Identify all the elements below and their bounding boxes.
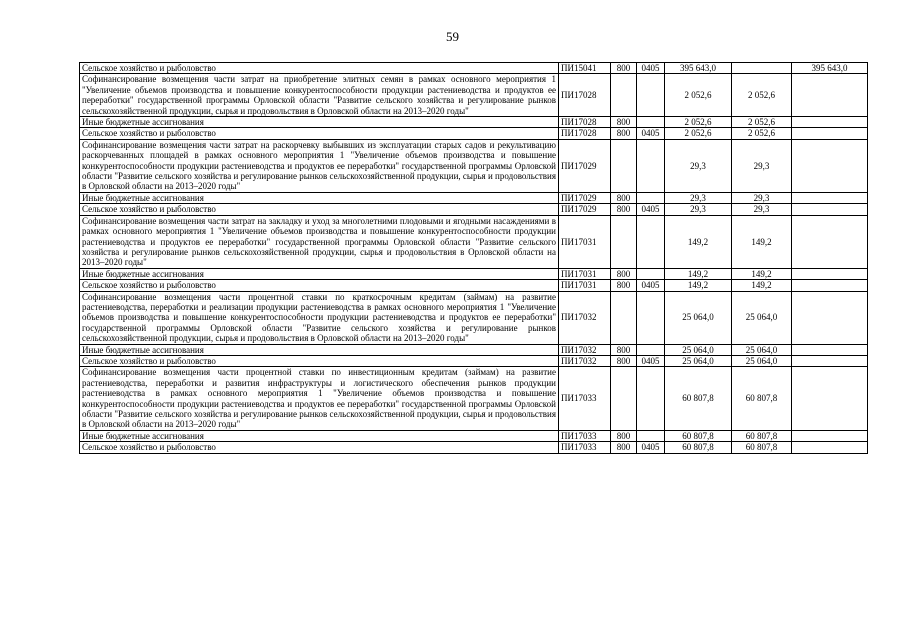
row-amount-1-cell: 60 807,8 xyxy=(665,442,732,453)
row-expense-type-cell xyxy=(611,215,637,268)
row-amount-2-cell: 25 064,0 xyxy=(732,355,792,366)
table-row xyxy=(80,139,868,192)
row-code-cell: ПИ17028 xyxy=(559,128,611,139)
row-expense-type-cell xyxy=(611,74,637,117)
row-name-cell: Сельское хозяйство и рыболовство xyxy=(80,355,559,366)
row-amount-2-cell: 149,2 xyxy=(732,268,792,279)
row-name-cell: Иные бюджетные ассигнования xyxy=(80,344,559,355)
row-section-cell: 0405 xyxy=(637,442,665,453)
row-code-cell: ПИ17032 xyxy=(559,355,611,366)
row-section-cell xyxy=(637,74,665,117)
row-expense-type-cell: 800 xyxy=(611,268,637,279)
row-code-cell: ПИ17029 xyxy=(559,192,611,203)
row-expense-type-cell: 800 xyxy=(611,344,637,355)
table-row xyxy=(80,367,868,430)
row-section-cell xyxy=(637,430,665,441)
row-code-cell: ПИ17031 xyxy=(559,280,611,291)
row-amount-3-cell xyxy=(792,74,868,117)
row-amount-3-cell xyxy=(792,139,868,192)
row-expense-type-cell: 800 xyxy=(611,355,637,366)
row-expense-type-cell: 800 xyxy=(611,192,637,203)
budget-table xyxy=(79,62,868,454)
row-amount-1-cell: 29,3 xyxy=(665,192,732,203)
row-name-cell: Софинансирование возмещения части процентной ставки по инвестиционным кредитам (займам) на развитие растениеводства, переработки и развития инфраструктуры и логистического обеспечения рынков продукции растениеводства в рамках основного мероприятия 1 "Увеличение объемов производства и повышение конкурентоспособности продукции растениеводства и продуктов ее переработки" государственной программы Орловской области "Развитие сельского хозяйства и регулирование рынков сельскохозяйственной продукции, сырья и продовольствия в Орловской области на 2013–2020 годы" xyxy=(80,367,559,430)
row-code-cell: ПИ17029 xyxy=(559,139,611,192)
row-section-cell xyxy=(637,268,665,279)
row-amount-3-cell xyxy=(792,344,868,355)
row-amount-2-cell: 29,3 xyxy=(732,192,792,203)
row-amount-3-cell xyxy=(792,430,868,441)
table-row xyxy=(80,192,868,203)
row-expense-type-cell: 800 xyxy=(611,63,637,74)
row-section-cell xyxy=(637,139,665,192)
row-section-cell: 0405 xyxy=(637,128,665,139)
row-amount-2-cell: 29,3 xyxy=(732,139,792,192)
row-section-cell xyxy=(637,344,665,355)
row-name-cell: Сельское хозяйство и рыболовство xyxy=(80,63,559,74)
table-row xyxy=(80,280,868,291)
row-amount-1-cell: 149,2 xyxy=(665,280,732,291)
row-name-cell: Иные бюджетные ассигнования xyxy=(80,192,559,203)
row-code-cell: ПИ17032 xyxy=(559,344,611,355)
table-row xyxy=(80,442,868,453)
row-amount-1-cell: 60 807,8 xyxy=(665,367,732,430)
row-amount-1-cell: 2 052,6 xyxy=(665,74,732,117)
row-code-cell: ПИ17033 xyxy=(559,442,611,453)
table-row xyxy=(80,344,868,355)
row-code-cell: ПИ15041 xyxy=(559,63,611,74)
table-row xyxy=(80,268,868,279)
row-section-cell: 0405 xyxy=(637,63,665,74)
row-code-cell: ПИ17029 xyxy=(559,204,611,215)
row-amount-2-cell: 25 064,0 xyxy=(732,291,792,344)
row-name-cell: Софинансирование возмещения части затрат на приобретение элитных семян в рамках основного мероприятия 1 "Увеличение объемов производства и повышение конкурентоспособности продукции растениеводства и продуктов ее переработки" государственной программы Орловской области "Развитие сельского хозяйства и регулирование рынков сельскохозяйственной продукции, сырья и продовольствия в Орловской области на 2013–2020 годы" xyxy=(80,74,559,117)
row-amount-1-cell: 149,2 xyxy=(665,215,732,268)
row-amount-3-cell xyxy=(792,268,868,279)
table-row xyxy=(80,74,868,117)
table-row xyxy=(80,117,868,128)
row-expense-type-cell xyxy=(611,367,637,430)
row-amount-3-cell xyxy=(792,280,868,291)
row-amount-1-cell: 2 052,6 xyxy=(665,128,732,139)
row-amount-2-cell: 25 064,0 xyxy=(732,344,792,355)
row-section-cell xyxy=(637,215,665,268)
table-row xyxy=(80,128,868,139)
row-amount-2-cell: 60 807,8 xyxy=(732,367,792,430)
row-amount-3-cell xyxy=(792,128,868,139)
table-row xyxy=(80,63,868,74)
row-amount-2-cell: 2 052,6 xyxy=(732,128,792,139)
row-code-cell: ПИ17031 xyxy=(559,215,611,268)
row-amount-3-cell xyxy=(792,192,868,203)
row-name-cell: Сельское хозяйство и рыболовство xyxy=(80,280,559,291)
row-expense-type-cell: 800 xyxy=(611,128,637,139)
row-expense-type-cell: 800 xyxy=(611,117,637,128)
row-code-cell: ПИ17028 xyxy=(559,74,611,117)
row-amount-2-cell: 29,3 xyxy=(732,204,792,215)
row-name-cell: Иные бюджетные ассигнования xyxy=(80,430,559,441)
row-amount-2-cell: 60 807,8 xyxy=(732,430,792,441)
row-amount-1-cell: 60 807,8 xyxy=(665,430,732,441)
row-amount-2-cell: 60 807,8 xyxy=(732,442,792,453)
row-expense-type-cell xyxy=(611,291,637,344)
row-name-cell: Иные бюджетные ассигнования xyxy=(80,117,559,128)
row-amount-1-cell: 149,2 xyxy=(665,268,732,279)
row-amount-3-cell xyxy=(792,367,868,430)
row-section-cell xyxy=(637,192,665,203)
row-code-cell: ПИ17033 xyxy=(559,367,611,430)
table-row xyxy=(80,215,868,268)
table-row xyxy=(80,204,868,215)
budget-table-body xyxy=(80,63,868,454)
page-number: 59 xyxy=(446,29,459,44)
row-amount-3-cell xyxy=(792,291,868,344)
row-amount-3-cell xyxy=(792,355,868,366)
row-expense-type-cell: 800 xyxy=(611,280,637,291)
row-amount-2-cell: 149,2 xyxy=(732,215,792,268)
row-amount-1-cell: 2 052,6 xyxy=(665,117,732,128)
row-code-cell: ПИ17032 xyxy=(559,291,611,344)
row-expense-type-cell: 800 xyxy=(611,442,637,453)
row-section-cell xyxy=(637,117,665,128)
row-name-cell: Сельское хозяйство и рыболовство xyxy=(80,128,559,139)
row-amount-2-cell xyxy=(732,63,792,74)
row-expense-type-cell xyxy=(611,139,637,192)
row-amount-3-cell xyxy=(792,204,868,215)
row-amount-1-cell: 25 064,0 xyxy=(665,291,732,344)
row-amount-3-cell xyxy=(792,215,868,268)
row-code-cell: ПИ17033 xyxy=(559,430,611,441)
row-name-cell: Софинансирование возмещения части затрат на раскорчевку выбывших из эксплуатации старых садов и рекультивацию раскорчеванных площадей в рамках основного мероприятия 1 "Увеличение объемов производства и повышение конкурентоспособности продукции растениеводства и продуктов ее переработки" государственной программы Орловской области "Развитие сельского хозяйства и регулирование рынков сельскохозяйственной продукции, сырья и продовольствия в Орловской области на 2013–2020 годы" xyxy=(80,139,559,192)
row-amount-1-cell: 25 064,0 xyxy=(665,355,732,366)
row-amount-1-cell: 395 643,0 xyxy=(665,63,732,74)
row-expense-type-cell: 800 xyxy=(611,430,637,441)
row-name-cell: Софинансирование возмещения части затрат на закладку и уход за многолетними плодовыми и ягодными насаждениями в рамках основного мероприятия 1 "Увеличение объемов производства и повышение конкурентоспособности продукции растениеводства и продуктов ее переработки" государственной программы Орловской области "Развитие сельского хозяйства и регулирование рынков сельскохозяйственной продукции, сырья и продовольствия в Орловской области на 2013–2020 годы" xyxy=(80,215,559,268)
row-amount-1-cell: 25 064,0 xyxy=(665,344,732,355)
row-section-cell: 0405 xyxy=(637,355,665,366)
row-amount-3-cell xyxy=(792,442,868,453)
row-code-cell: ПИ17028 xyxy=(559,117,611,128)
row-amount-3-cell xyxy=(792,117,868,128)
table-row xyxy=(80,430,868,441)
row-amount-2-cell: 2 052,6 xyxy=(732,117,792,128)
row-amount-1-cell: 29,3 xyxy=(665,204,732,215)
row-section-cell: 0405 xyxy=(637,280,665,291)
row-name-cell: Сельское хозяйство и рыболовство xyxy=(80,442,559,453)
row-name-cell: Сельское хозяйство и рыболовство xyxy=(80,204,559,215)
row-code-cell: ПИ17031 xyxy=(559,268,611,279)
table-row xyxy=(80,291,868,344)
row-expense-type-cell: 800 xyxy=(611,204,637,215)
row-section-cell: 0405 xyxy=(637,204,665,215)
row-amount-2-cell: 149,2 xyxy=(732,280,792,291)
row-section-cell xyxy=(637,367,665,430)
row-amount-3-cell: 395 643,0 xyxy=(792,63,868,74)
row-amount-1-cell: 29,3 xyxy=(665,139,732,192)
row-name-cell: Софинансирование возмещения части процентной ставки по краткосрочным кредитам (займам) на развитие растениеводства, переработки и реализации продукции растениеводства в рамках основного мероприятия 1 "Увеличение объемов производства и повышение конкурентоспособности продукции растениеводства и продуктов ее переработки" государственной программы Орловской области "Развитие сельского хозяйства и регулирование рынков сельскохозяйственной продукции, сырья и продовольствия в Орловской области на 2013–2020 годы" xyxy=(80,291,559,344)
row-name-cell: Иные бюджетные ассигнования xyxy=(80,268,559,279)
row-section-cell xyxy=(637,291,665,344)
table-row xyxy=(80,355,868,366)
row-amount-2-cell: 2 052,6 xyxy=(732,74,792,117)
